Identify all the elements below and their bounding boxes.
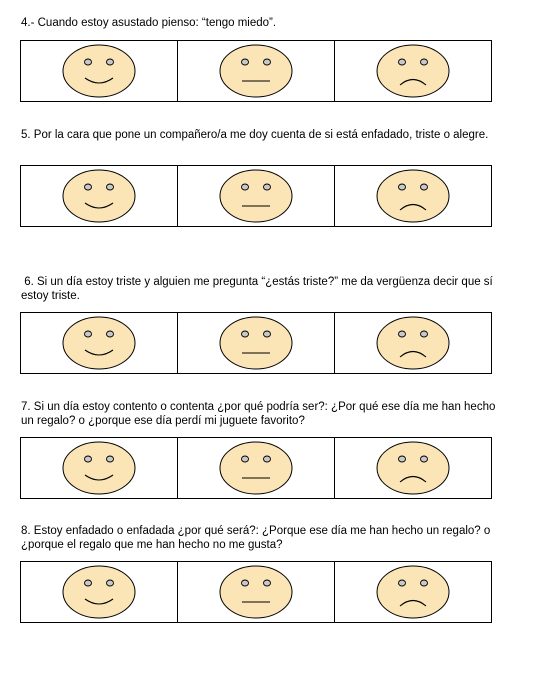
left-eye	[399, 59, 406, 65]
right-eye	[421, 580, 428, 586]
neutral-face-icon	[218, 315, 294, 371]
right-eye	[264, 59, 271, 65]
face-head	[220, 566, 292, 618]
face-option-neutral[interactable]	[178, 438, 335, 498]
face-head	[63, 566, 135, 618]
right-eye	[264, 331, 271, 337]
right-eye	[107, 59, 114, 65]
left-eye	[85, 580, 92, 586]
face-head	[220, 170, 292, 222]
left-eye	[85, 184, 92, 190]
left-eye	[399, 184, 406, 190]
left-eye	[399, 456, 406, 462]
face-head	[63, 45, 135, 97]
left-eye	[242, 59, 249, 65]
happy-face-icon	[61, 168, 137, 224]
face-head	[377, 442, 449, 494]
right-eye	[264, 184, 271, 190]
happy-face-icon	[61, 43, 137, 99]
neutral-face-icon	[218, 440, 294, 496]
left-eye	[242, 184, 249, 190]
right-eye	[107, 456, 114, 462]
face-option-sad[interactable]	[335, 562, 491, 622]
face-option-sad[interactable]	[335, 41, 491, 101]
question-4-text: 4.- Cuando estoy asustado pienso: “tengo miedo”.	[21, 17, 277, 29]
left-eye	[85, 331, 92, 337]
right-eye	[421, 456, 428, 462]
face-option-happy[interactable]	[21, 166, 178, 226]
face-options-row-6	[20, 312, 492, 374]
sad-face-icon	[375, 440, 451, 496]
face-head	[63, 317, 135, 369]
face-head	[377, 566, 449, 618]
face-head	[63, 170, 135, 222]
neutral-face-icon	[218, 168, 294, 224]
face-head	[220, 442, 292, 494]
face-option-neutral[interactable]	[178, 562, 335, 622]
face-options-row-4	[20, 40, 492, 102]
right-eye	[421, 331, 428, 337]
neutral-face-icon	[218, 564, 294, 620]
face-head	[377, 317, 449, 369]
right-eye	[107, 580, 114, 586]
happy-face-icon	[61, 564, 137, 620]
happy-face-icon	[61, 315, 137, 371]
right-eye	[107, 184, 114, 190]
left-eye	[399, 580, 406, 586]
question-6-text: 6. Si un día estoy triste y alguien me pregunta “¿estás triste?” me da vergüenza decir que sí estoy triste.	[21, 276, 496, 302]
left-eye	[242, 580, 249, 586]
face-head	[220, 45, 292, 97]
sad-face-icon	[375, 168, 451, 224]
face-option-sad[interactable]	[335, 166, 491, 226]
sad-face-icon	[375, 43, 451, 99]
face-option-neutral[interactable]	[178, 166, 335, 226]
left-eye	[85, 59, 92, 65]
face-options-row-8	[20, 561, 492, 623]
face-option-sad[interactable]	[335, 438, 491, 498]
question-5-text: 5. Por la cara que pone un compañero/a me doy cuenta de si está enfadado, triste o alegre.	[21, 129, 489, 141]
sad-face-icon	[375, 315, 451, 371]
sad-face-icon	[375, 564, 451, 620]
face-option-happy[interactable]	[21, 438, 178, 498]
face-option-happy[interactable]	[21, 313, 178, 373]
face-options-row-5	[20, 165, 492, 227]
right-eye	[421, 184, 428, 190]
left-eye	[242, 331, 249, 337]
question-7-text: 7. Si un día estoy contento o contenta ¿por qué podría ser?: ¿Por qué ese día me han hecho un regalo? o ¿porque ese día perdí mi juguete favorito?	[21, 401, 499, 427]
face-option-sad[interactable]	[335, 313, 491, 373]
face-option-neutral[interactable]	[178, 41, 335, 101]
left-eye	[242, 456, 249, 462]
right-eye	[421, 59, 428, 65]
left-eye	[399, 331, 406, 337]
neutral-face-icon	[218, 43, 294, 99]
face-head	[63, 442, 135, 494]
question-8-text: 8. Estoy enfadado o enfadada ¿por qué será?: ¿Porque ese día me han hecho un regalo? o ¿porque el regalo que me han hecho no me gusta?	[21, 525, 494, 551]
face-head	[377, 45, 449, 97]
face-head	[377, 170, 449, 222]
right-eye	[264, 456, 271, 462]
left-eye	[85, 456, 92, 462]
face-head	[220, 317, 292, 369]
face-options-row-7	[20, 437, 492, 499]
face-option-happy[interactable]	[21, 562, 178, 622]
happy-face-icon	[61, 440, 137, 496]
right-eye	[264, 580, 271, 586]
face-option-happy[interactable]	[21, 41, 178, 101]
right-eye	[107, 331, 114, 337]
face-option-neutral[interactable]	[178, 313, 335, 373]
